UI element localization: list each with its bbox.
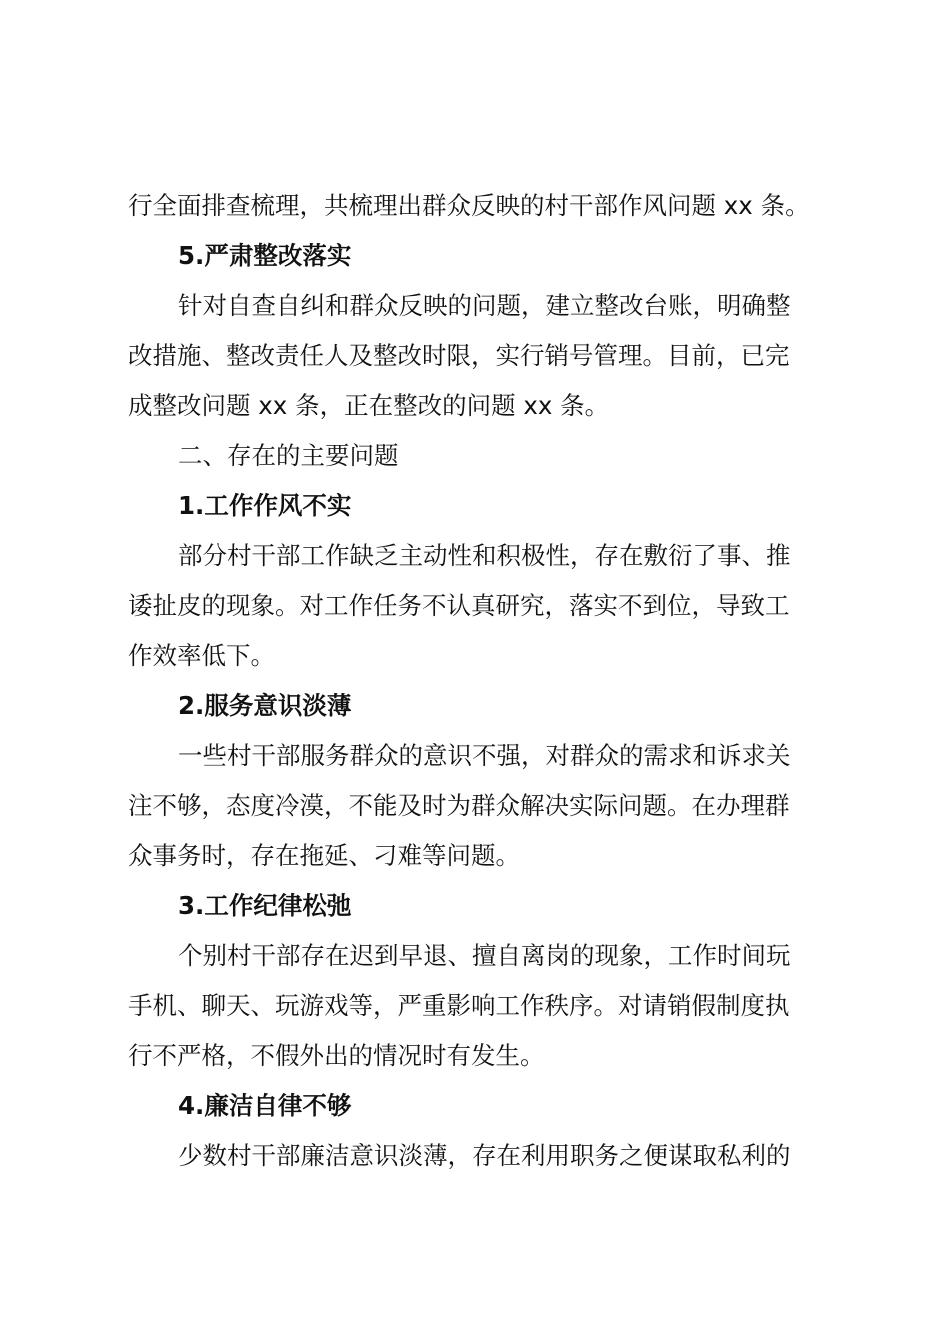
paragraph-line: 作效率低下。: [128, 641, 275, 670]
section-heading-service-awareness: 2.服务意识淡薄: [178, 691, 352, 720]
paragraph-line: 一些村干部服务群众的意识不强，对群众的需求和诉求关: [178, 741, 791, 770]
paragraph-line: 成整改问题 xx 条，正在整改的问题 xx 条。: [128, 391, 610, 420]
paragraph-line: 个别村干部存在迟到早退、擅自离岗的现象，工作时间玩: [178, 941, 791, 970]
paragraph-line: 改措施、整改责任人及整改时限，实行销号管理。目前，已完: [128, 341, 790, 370]
section-heading-integrity: 4.廉洁自律不够: [178, 1091, 352, 1120]
paragraph-line: 行不严格，不假外出的情况时有发生。: [128, 1041, 545, 1070]
paragraph-line: 诿扯皮的现象。对工作任务不认真研究，落实不到位，导致工: [128, 591, 790, 620]
chapter-heading-main-problems: 二、存在的主要问题: [178, 441, 399, 470]
paragraph-line: 手机、聊天、玩游戏等，严重影响工作秩序。对请销假制度执: [128, 991, 790, 1020]
paragraph-line: 部分村干部工作缺乏主动性和积极性，存在敷衍了事、推: [178, 541, 791, 570]
paragraph-line: 众事务时，存在拖延、刁难等问题。: [128, 841, 520, 870]
paragraph-line: 少数村干部廉洁意识淡薄，存在利用职务之便谋取私利的: [178, 1141, 791, 1170]
paragraph-line: 行全面排查梳理，共梳理出群众反映的村干部作风问题 xx 条。: [128, 191, 810, 220]
section-heading-work-style: 1.工作作风不实: [178, 491, 352, 520]
paragraph-line: 针对自查自纠和群众反映的问题，建立整改台账，明确整: [178, 291, 791, 320]
section-heading-discipline: 3.工作纪律松弛: [178, 891, 352, 920]
section-heading-rectification: 5.严肃整改落实: [178, 241, 352, 270]
paragraph-line: 注不够，态度冷漠，不能及时为群众解决实际问题。在办理群: [128, 791, 790, 820]
